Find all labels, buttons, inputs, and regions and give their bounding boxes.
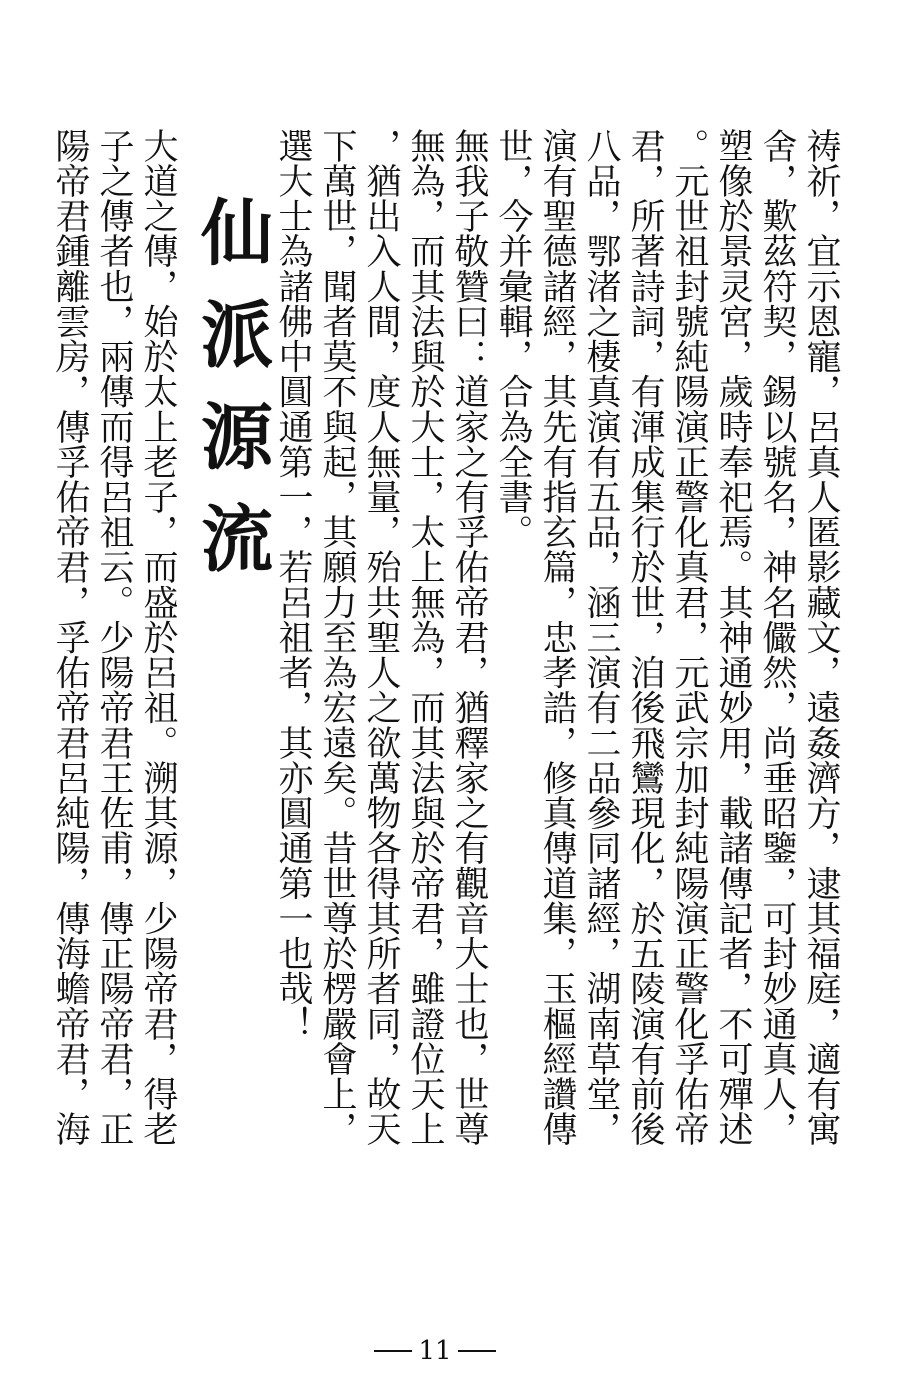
text-column-6: 八品，鄂渚之棲真演有五品，涵三演有二品參同諸經，湖南草堂， — [581, 128, 621, 1147]
text-column-11: ，猶出入人間，度人無量，殆共聖人之欲萬物各得其所者同，故天 — [361, 128, 401, 1147]
page-number-dash-left — [374, 1350, 412, 1352]
text-column-9: 無我子敬贊曰：道家之有孚佑帝君，猶釋家之有觀音大士也，世尊 — [449, 128, 489, 1147]
section-title: 仙派源流 — [189, 195, 274, 603]
text-column-7: 演有聖德諸經，其先有指玄篇，忠孝誥，修真傳道集，玉樞經讚傳 — [537, 128, 577, 1147]
page-number — [365, 1336, 505, 1366]
text-column-12: 下萬世，聞者莫不與起，其願力至為宏遠矣。昔世尊於楞嚴會上， — [317, 128, 357, 1147]
text-column-3: 塑像於景灵宮，歲時奉祀焉。其神通妙用，載諸傳記者，不可殫述 — [713, 128, 753, 1147]
page-number-dash-right — [458, 1350, 496, 1352]
page-number-text: 11 — [418, 1336, 452, 1366]
text-column-2: 舍，歎茲符契，錫以號名，神名儼然，尚垂昭鑒，可封妙通真人， — [757, 128, 797, 1147]
section-column-3: 陽帝君鍾離雲房，傳孚佑帝君，孚佑帝君呂純陽，傳海蟾帝君，海 — [50, 128, 90, 1147]
text-column-4: 。元世祖封號純陽演正警化真君，元武宗加封純陽演正警化孚佑帝 — [669, 128, 709, 1147]
text-column-13: 選大士為諸佛中圓通第一，若呂祖者，其亦圓通第一也哉！ — [273, 128, 313, 1042]
section-column-1: 大道之傳，始於太上老子，而盛於呂祖。溯其源，少陽帝君，得老 — [138, 128, 178, 1147]
section-column-2: 子之傳者也，兩傳而得呂祖云。少陽帝君王佐甫，傳正陽帝君，正 — [94, 128, 134, 1147]
text-column-1: 祷祈，宜示恩寵，呂真人匿影藏文，遠姦濟方，逮其福庭，適有寓 — [801, 128, 841, 1147]
text-column-5: 君，所著詩詞，有渾成集行於世，洎後飛鸞現化，於五陵演有前後 — [625, 128, 665, 1147]
text-column-10: 無為，而其法與於大士，太上無為，而其法與於帝君，雖證位天上 — [405, 128, 445, 1147]
text-column-8: 世，今并彙輯，合為全書。 — [493, 128, 533, 550]
